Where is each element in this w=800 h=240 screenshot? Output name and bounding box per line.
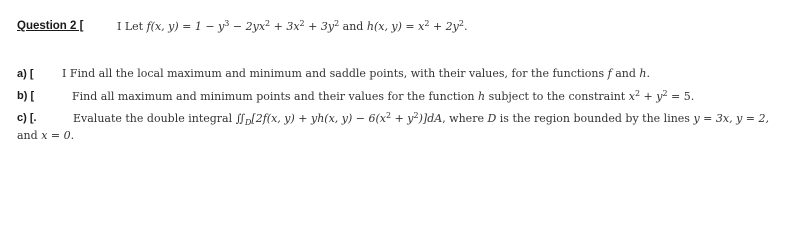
part-a-label: a) [ [17, 68, 34, 80]
bracket-mark: I [117, 20, 122, 33]
question-title: Question 2 [ [17, 20, 84, 32]
part-c-label: c) [. [17, 112, 37, 124]
part-c-text: Evaluate the double integral $∬_D[2f(x$, y) + yh(x, $y) - 6(x^2 + y^2)]dA$, where D is the region bounded by the lines y = 3x, y = 2, [73, 111, 770, 127]
double-integral-symbol: ∬ [235, 112, 245, 125]
part-a-text: I Find all the local maximum and minimum and saddle points, with their values, for the functions f and h. [62, 67, 651, 80]
f-definition: f(x, $y) = 1 - y^3 - 2yx^2 + 3x^2 + 3y^2$ [146, 19, 340, 33]
question-intro: I Let f(x, $y) = 1 - y^3 - 2yx^2 + 3x^2 + 3y^2$ and h(x, $y) = x^2 + 2y^2$. [117, 19, 468, 33]
part-c-continuation: and x = 0. [17, 129, 75, 142]
h-definition: h(x, $y) = x^2 + 2y^2$ [366, 19, 464, 33]
intro-prefix: Let [124, 20, 147, 33]
part-b-text: Find all maximum and minimum points and their values for the function h subject to the constraint $x^2 + y^2 = 5$. [72, 89, 695, 103]
part-a-mark: I [62, 67, 67, 80]
part-b-label: b) [ [17, 90, 35, 102]
and-text: and [339, 20, 367, 33]
